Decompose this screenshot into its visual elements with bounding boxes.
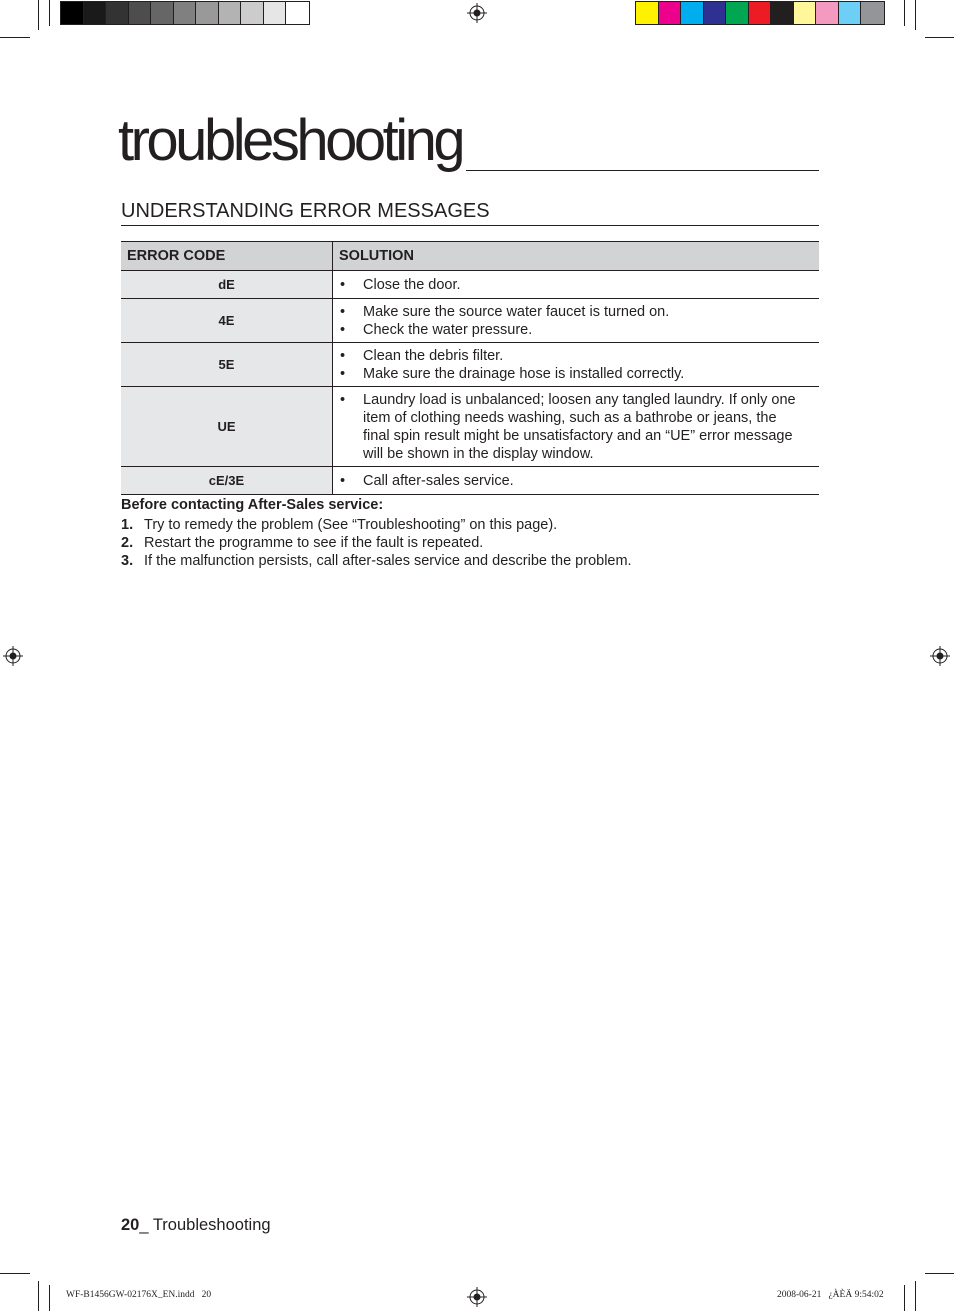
solution-item (339, 472, 813, 490)
color-swatch (839, 2, 862, 24)
bullet: • (340, 322, 346, 338)
solution-item (339, 303, 813, 321)
registration-mark-icon (467, 3, 487, 23)
registration-mark-icon (930, 646, 950, 666)
section-heading: UNDERSTANDING ERROR MESSAGES (121, 200, 490, 222)
solution-cell (333, 299, 820, 343)
page-number: 20 (121, 1216, 140, 1234)
step-text: Try to remedy the problem (See “Troubleshooting” on this page). (144, 517, 558, 533)
step-number: 1. (121, 517, 134, 533)
color-swatch (264, 2, 287, 24)
footer-section: Troubleshooting (152, 1216, 271, 1234)
solution-text: Call after-sales service. (363, 473, 514, 489)
bullet: • (340, 473, 346, 489)
solution-item (339, 347, 813, 365)
step-text: If the malfunction persists, call after-sales service and describe the problem. (144, 553, 632, 569)
solution-item (339, 276, 813, 294)
print-slug-timestamp: 2008-06-21 ¿ÀÈÄ 9:54:02 (777, 1290, 884, 1300)
section-rule (121, 225, 819, 226)
color-swatch (286, 2, 309, 24)
solution-text: Clean the debris filter. (363, 348, 504, 364)
table-row (121, 343, 819, 387)
color-swatch (636, 2, 659, 24)
bullet: • (340, 366, 346, 382)
solution-text: Check the water pressure. (363, 322, 533, 338)
color-swatch (106, 2, 129, 24)
list-item (121, 516, 632, 534)
color-swatch (659, 2, 682, 24)
process-color-bar (635, 1, 885, 25)
error-code-cell: 4E (121, 299, 333, 343)
footer-separator: _ (139, 1216, 153, 1234)
table-row (121, 467, 819, 495)
bullet: • (340, 392, 346, 408)
color-swatch (816, 2, 839, 24)
color-swatch (196, 2, 219, 24)
table-row (121, 271, 819, 299)
error-code-cell: UE (121, 387, 333, 467)
color-swatch (726, 2, 749, 24)
color-swatch (174, 2, 197, 24)
table-row (121, 387, 819, 467)
solution-cell (333, 271, 820, 299)
page-title: troubleshooting (118, 108, 463, 173)
grayscale-color-bar (60, 1, 310, 25)
error-code-cell: cE/3E (121, 467, 333, 495)
steps-list (121, 516, 632, 570)
color-swatch (749, 2, 772, 24)
step-number: 3. (121, 553, 134, 569)
solution-text: Make sure the drainage hose is installed correctly. (363, 366, 685, 382)
table-header-row (121, 242, 819, 271)
step-number: 2. (121, 535, 134, 551)
color-swatch (794, 2, 817, 24)
step-text: Restart the programme to see if the fault is repeated. (144, 535, 484, 551)
solution-text: Close the door. (363, 277, 461, 293)
solution-text: Make sure the source water faucet is turned on. (363, 304, 670, 320)
color-swatch (219, 2, 242, 24)
solution-cell (333, 387, 820, 467)
solution-cell (333, 343, 820, 387)
registration-mark-icon (3, 646, 23, 666)
registration-mark-icon (467, 1287, 487, 1307)
color-swatch (704, 2, 727, 24)
before-contacting-heading: Before contacting After-Sales service: (121, 497, 384, 513)
print-slug-file: WF-B1456GW-02176X_EN.indd 20 (66, 1290, 212, 1300)
error-code-table (121, 241, 819, 495)
page-footer (121, 1216, 271, 1235)
list-item (121, 552, 632, 570)
color-swatch (771, 2, 794, 24)
color-swatch (129, 2, 152, 24)
column-header-error-code: ERROR CODE (121, 242, 333, 271)
solution-cell (333, 467, 820, 495)
solution-item (339, 391, 813, 463)
list-item (121, 534, 632, 552)
solution-text: Laundry load is unbalanced; loosen any tangled laundry. If only one item of clothing needs washing, such as a bathrobe or jeans, the final spin result might be unsatisfactory and an “UE” error message will be shown in the display window. (363, 392, 796, 462)
color-swatch (84, 2, 107, 24)
solution-item (339, 321, 813, 339)
table-row (121, 299, 819, 343)
color-swatch (151, 2, 174, 24)
bullet: • (340, 304, 346, 320)
error-code-cell: 5E (121, 343, 333, 387)
title-rule (466, 170, 819, 171)
solution-item (339, 365, 813, 383)
color-swatch (61, 2, 84, 24)
color-swatch (681, 2, 704, 24)
color-swatch (241, 2, 264, 24)
column-header-solution: SOLUTION (333, 242, 820, 271)
color-swatch (861, 2, 884, 24)
bullet: • (340, 348, 346, 364)
bullet: • (340, 277, 346, 293)
error-code-cell: dE (121, 271, 333, 299)
